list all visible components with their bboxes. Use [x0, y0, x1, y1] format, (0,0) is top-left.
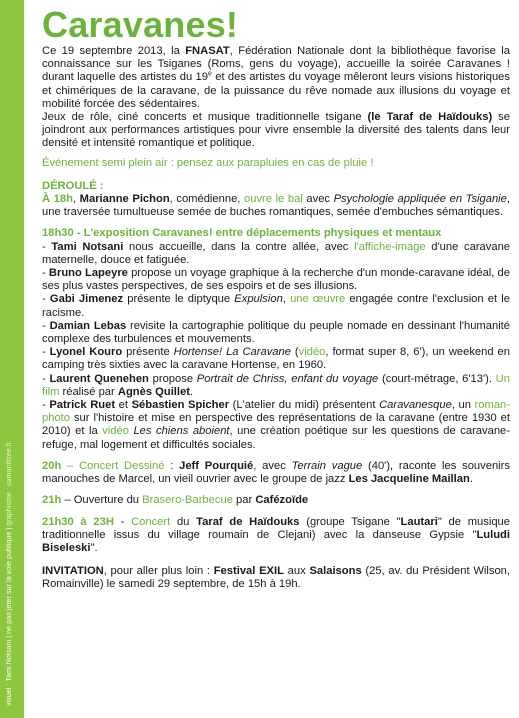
- rain-notice: Événement semi plein air : pensez aux parapluies en cas de pluie !: [42, 156, 374, 169]
- vertical-credits: [6, 442, 13, 706]
- page-title: Caravanes!: [42, 4, 239, 45]
- exhibit-bruno: - Bruno Lapeyre propose un voyage graphique à la recherche d'un monde-caravane idéal, de ses plus vastes perspectives, de ses espoirs et de ses illusions.: [42, 267, 511, 293]
- program-18h: À 18h, Marianne Pichon, comédienne, ouvre le bal avec Psychologie appliquée en Tsiganie, une traversée tumultueuse semée de buches romantiques, semée d'embuches sémantiques.: [42, 193, 511, 219]
- fnasat-name: FNASAT: [185, 45, 230, 57]
- intro-paragraph-2: Jeux de rôle, ciné concerts et musique traditionnelle tsigane (le Taraf de Haïdouks) se joindront aux performances artistiques pour vivre ensemble la diversité des talents dans leur densité et intensité romantique et politique.: [42, 111, 510, 150]
- program-21h30: 21h30 à 23H - Concert du Taraf de Haïdouks (groupe Tsigane "Lautari" de musique traditionnelle issus du village roumain de Clejani) avec la danseuse Gypsie "Luludi Biseleski".: [42, 515, 510, 554]
- deroule-heading: DÉROULÉ :: [42, 179, 104, 192]
- invitation-paragraph: INVITATION, pour aller plus loin : Festival EXIL aux Salaisons (25, av. du Président Wilson, Romainville) le samedi 29 septembre, de 15h à 19h.: [42, 565, 510, 591]
- exhibit-laurent: - Laurent Quenehen propose Portrait de Chriss, enfant du voyage (court-métrage, 6'13'). Un film réalisé par Agnès Quillet.: [42, 372, 510, 398]
- exhibit-damian: - Damian Lebas revisite la cartographie politique du peuple nomade en dessinant l'humanité complexe des turbulences et mouvements.: [42, 319, 511, 346]
- exhibit-gabi: - Gabi Jimenez présente le diptyque Expulsion, une œuvre engagée contre l'exclusion et le racisme.: [42, 293, 510, 319]
- exhibit-patrick: - Patrick Ruet et Sébastien Spicher (L'atelier du midi) présentent Caravanesque, un roman-photo sur l'histoire et mise en perspective des représentations de la caravane (entre 1930 et 2010) et la vidéo Les chiens aboient, une création poétique sur les questions de caravane-refuge, mal logement et difficultés sociales.: [42, 399, 511, 451]
- credit-graphisme: graphisme : samantitree.fr: [6, 441, 13, 526]
- exhibit-lyonel: - Lyonel Kouro présente Hortense! La Caravane (vidéo, format super 8, 6'), un weekend en camping très sixties avec la caravane Hortense, en 1960.: [42, 346, 510, 372]
- flyer-content: [42, 0, 510, 592]
- program-20h: 20h – Concert Dessiné : Jeff Pourquié, avec Terrain vague (40'), raconte les souvenirs manouches de Marcel, un vieil ouvrier avec le groupe de jazz Les Jacqueline Maillan.: [42, 459, 510, 486]
- credit-separator: |: [6, 633, 13, 640]
- intro-paragraph: Ce 19 septembre 2013, la FNASAT, Fédération Nationale dont la bibliothèque favorise la connaissance sur les Tsiganes (Roms, gens du voyage), accueille la soirée Caravanes ! durant laquelle des artistes du 19e et des artistes du voyage mêleront leurs visions historiques et chimériques de la caravane, de la puissance du rêve nomade aux illusions du voyage et mobilité forcée des sédentaires.: [42, 45, 510, 110]
- credit-quote: ne pas jeter sur la voie publique: [6, 531, 13, 634]
- program-21h: 21h – Ouverture du Brasero-Barbecue par Cafézoïde: [42, 494, 309, 507]
- credit-separator: |: [6, 525, 13, 532]
- credit-visuel: visuel : Tami Notsani: [6, 639, 13, 706]
- exhibit-tami: - Tami Notsani nous accueille, dans la contre allée, avec l'affiche-image d'une caravane maternelle, douce et fatiguée.: [42, 240, 511, 266]
- program-18h30-heading: 18h30 - L'exposition Caravanes! entre déplacements physiques et mentaux: [42, 227, 442, 240]
- left-color-bar: [0, 0, 24, 718]
